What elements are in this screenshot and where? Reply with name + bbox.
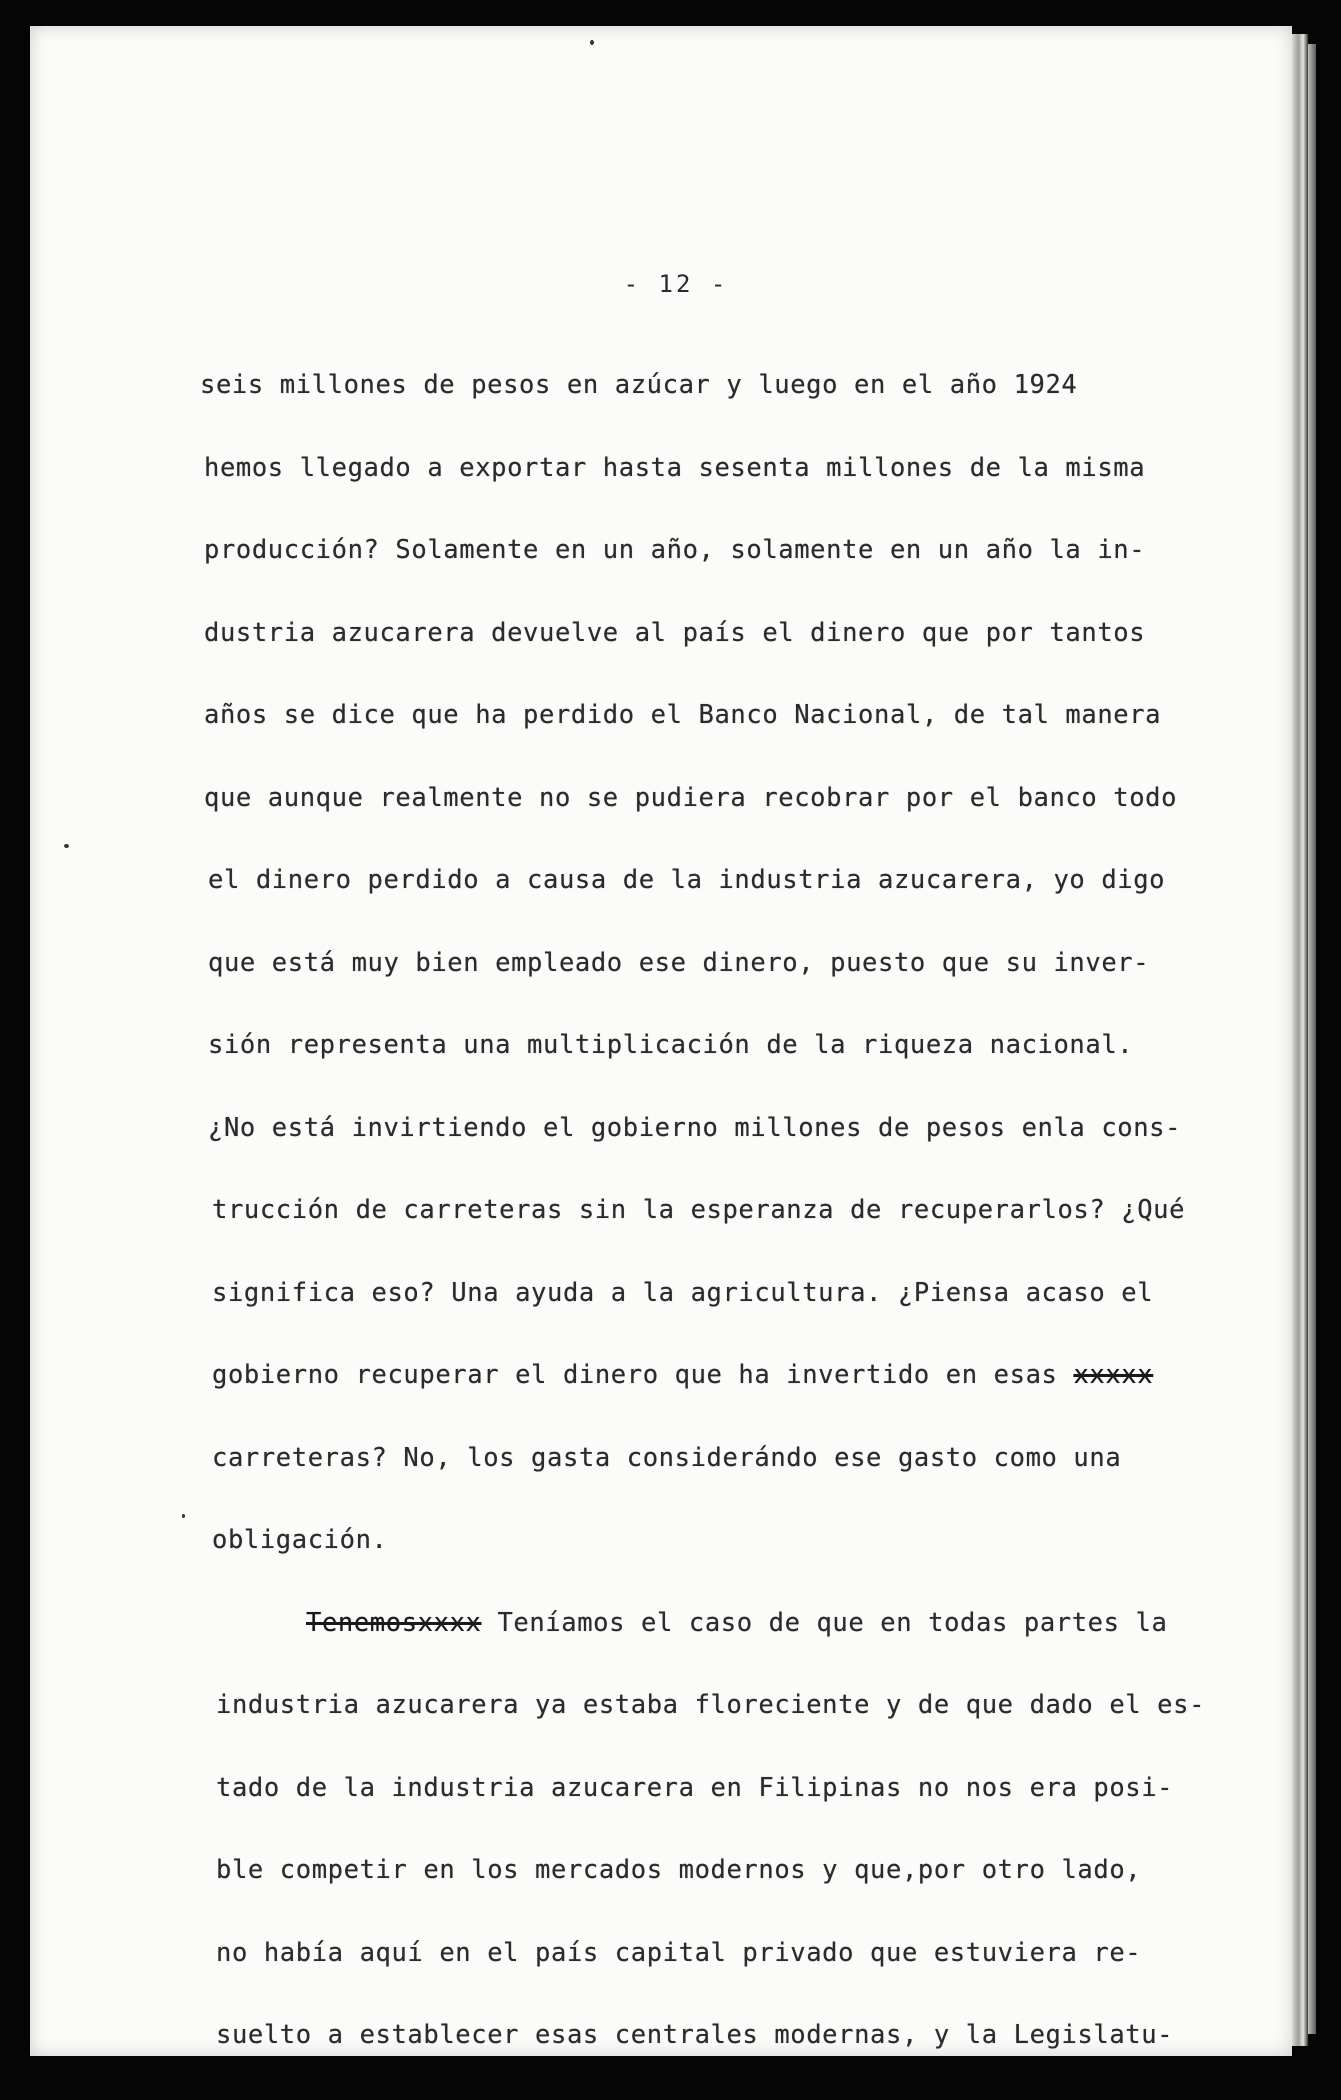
text-line: dustria azucarera devuelve al país el dinero que por tantos: [204, 617, 1146, 648]
text-line: que aunque realmente no se pudiera recobrar por el banco todo: [204, 782, 1178, 813]
text-line: tado de la industria azucarera en Filipinas no nos era posi-: [216, 1772, 1174, 1803]
text-line: hemos llegado a exportar hasta sesenta millones de la misma: [204, 452, 1146, 483]
text-line: producción? Solamente en un año, solamente en un año la in-: [204, 535, 1146, 565]
text-line-fragment: gobierno recuperar el dinero que ha invertido en esas: [212, 1360, 1058, 1390]
ink-speck: [64, 844, 69, 848]
text-line: sión representa una multiplicación de la riqueza nacional.: [208, 1030, 1134, 1060]
page-edge-shadow: [1292, 34, 1308, 2046]
document-page: [30, 26, 1292, 2056]
page-edge-shadow-outer: [1308, 44, 1316, 2034]
page-number: - 12 -: [623, 270, 729, 298]
struck-out-text: Tenemosxxxx: [306, 1607, 482, 1638]
text-line: carreteras? No, los gasta considerándo ese gasto como una: [212, 1442, 1122, 1473]
text-line: que está muy bien empleado ese dinero, puesto que su inver-: [208, 947, 1150, 978]
text-line: el dinero perdido a causa de la industria azucarera, yo digo: [208, 865, 1166, 895]
text-line: ble competir en los mercados modernos y que,por otro lado,: [216, 1855, 1142, 1885]
text-line: no había aquí en el país capital privado que estuviera re-: [216, 1937, 1142, 1968]
paragraph-start-line: [216, 1582, 1240, 1665]
text-line: seis millones de pesos en azúcar y luego en el año 1924: [200, 370, 1078, 400]
ink-speck: [590, 40, 594, 45]
body-text: [200, 344, 1240, 2077]
text-line: industria azucarera ya estaba floreciente y de que dado el es-: [216, 1690, 1206, 1720]
text-line: trucción de carreteras sin la esperanza de recuperarlos? ¿Qué: [212, 1195, 1186, 1225]
ink-speck: [182, 1514, 185, 1518]
struck-out-text: xxxxx: [1073, 1360, 1154, 1390]
text-line: suelto a establecer esas centrales modernas, y la Legislatu-: [216, 2020, 1174, 2050]
text-line: años se dice que ha perdido el Banco Nacional, de tal manera: [204, 700, 1162, 730]
text-line-with-strikeout: [212, 1334, 1240, 1417]
text-line: significa eso? Una ayuda a la agricultura. ¿Piensa acaso el: [212, 1277, 1154, 1308]
text-line: ¿No está invirtiendo el gobierno millones de pesos enla cons-: [208, 1112, 1182, 1143]
text-line-fragment: Teníamos el caso de que en todas partes la: [497, 1607, 1168, 1638]
text-line: obligación.: [212, 1525, 388, 1555]
